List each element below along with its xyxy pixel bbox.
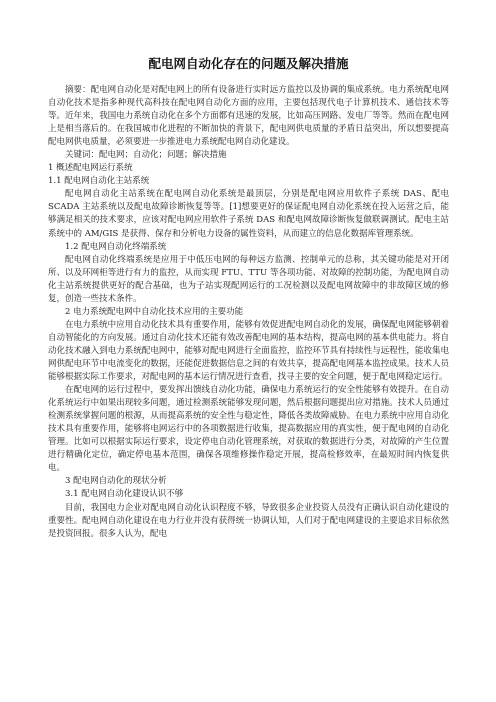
document-body [48, 84, 449, 541]
section-heading-1-2: 1.2 配电网自动化终端系统 [65, 241, 167, 252]
section-heading-1-1: 1.1 配电网自动化主站系统 [48, 176, 150, 187]
abstract-paragraph: 摘要：配电网自动化是对配电网上的所有设备进行实时远方监控以及协调的集成系统。电力系统配电网自动化技术是指多种现代高科技在配电网自动化方面的应用，主要包括现代电子计算机技术、通信技术等等。近年来，我国电力系统自动化在多个方面都有迅速的发展，比如高压网路、发电厂等等。然而在配电网上是相当落后的。在我国城市化进程的不断加快的背景下，配电网供电质量的矛盾日益突出，所以想要提高配电网供电质量，必须要进一步推进电力系统配电网自动化建设。 [48, 85, 449, 148]
section-heading-1: 1 概述配电网运行系统 [48, 163, 133, 174]
body-paragraph: 在配电网的运行过程中，要发挥出馈线自动化功能，确保电力系统运行的安全性能够有效提升。在自动化系统运行中如果出现较多问题，通过检测系统能够发现问题，然后根据问题提出应对措施。技术人员通过检测系统掌握问题的根源，从而提高系统的安全性与稳定性，降低各类故障威胁。在电力系统中应用自动化技术具有重要作用，能够将电网运行中的各项数据进行收集，提高数据应用的真实性，便于配电网的自动化管理。比如可以根据实际运行要求，设定停电自动化管理系统，对获取的数据进行分类，对故障的产生位置进行精确化定位，确定停电基本范围，确保各项维修操作稳定开展，提高检修效率，在最短时间内恢复供电。 [48, 385, 449, 474]
section-heading-3: 3 配电网自动化的现状分析 [65, 476, 167, 487]
document-title: 配电网自动化存在的问题及解决措施 [148, 56, 349, 71]
section-heading-3-1: 3.1 配电网自动化建设认识不够 [65, 489, 184, 500]
body-paragraph: 在电力系统中应用自动化技术具有重要作用，能够有效促进配电网自动化的发展，确保配电网能够朝着自动智能化的方向发展。通过自动化技术还能有效改善配电网的基本结构，提高电网的基本供电能力。将自动化技术融入到电力系统配电网中，能够对配电网进行全面监控，监控环节具有持续性与远程性，能收集电网供配电环节中电流变化的数据，还能促进数据信息之间的有效共享，提高配电网基本监控成果。技术人员能够根据实际工作要求，对配电网的基本运行情况进行查看，找寻主要的安全问题，便于配电网稳定运行。 [48, 319, 449, 383]
body-paragraph: 配电网自动化终端系统是应用于中低压电网的每种远方监测、控制单元的总称，其关键功能是对开闭所、以及环网柜等进行有力的监控，从而实现 FTU、TTU 等各项功能、对故障的控制功能，为配电网自动化主站系统提供更好的配合基础，也为子站实现配网运行的工况检测以及配电网故障中的非故障区域的修复，创造一些技术条件。 [48, 254, 449, 304]
section-heading-2: 2 电力系统配电网中自动化技术应用的主要功能 [65, 306, 244, 317]
body-paragraph: 配电网自动化主站系统在配电网自动化系统是最顶层，分别是配电网应用软件子系统 DAS、配电 SCADA 主站系统以及配电故障诊断恢复等等。[1]想要更好的保证配电网自动化系统在投入运营之后，能够满足相关的技术要求，应该对配电网应用软件子系统 DAS 和配电网故障诊断恢复做联调测试。配电主站系统中的 AM/GIS 是获得、保存和分析电力设备的属性资料，从而建立的信息化数据库管理系统。 [48, 189, 449, 239]
body-paragraph: 目前，我国电力企业对配电网自动化认识程度不够，导致很多企业投资人员没有正确认识自动化建设的重要性。配电网自动化建设在电力行业并没有获得统一协调认知，人们对于配电网建设的主要追求目标依然是投资回报。很多人认为，配电 [48, 502, 449, 539]
keywords-line: 关键词：配电网；自动化；问题；解决措施 [65, 150, 227, 161]
